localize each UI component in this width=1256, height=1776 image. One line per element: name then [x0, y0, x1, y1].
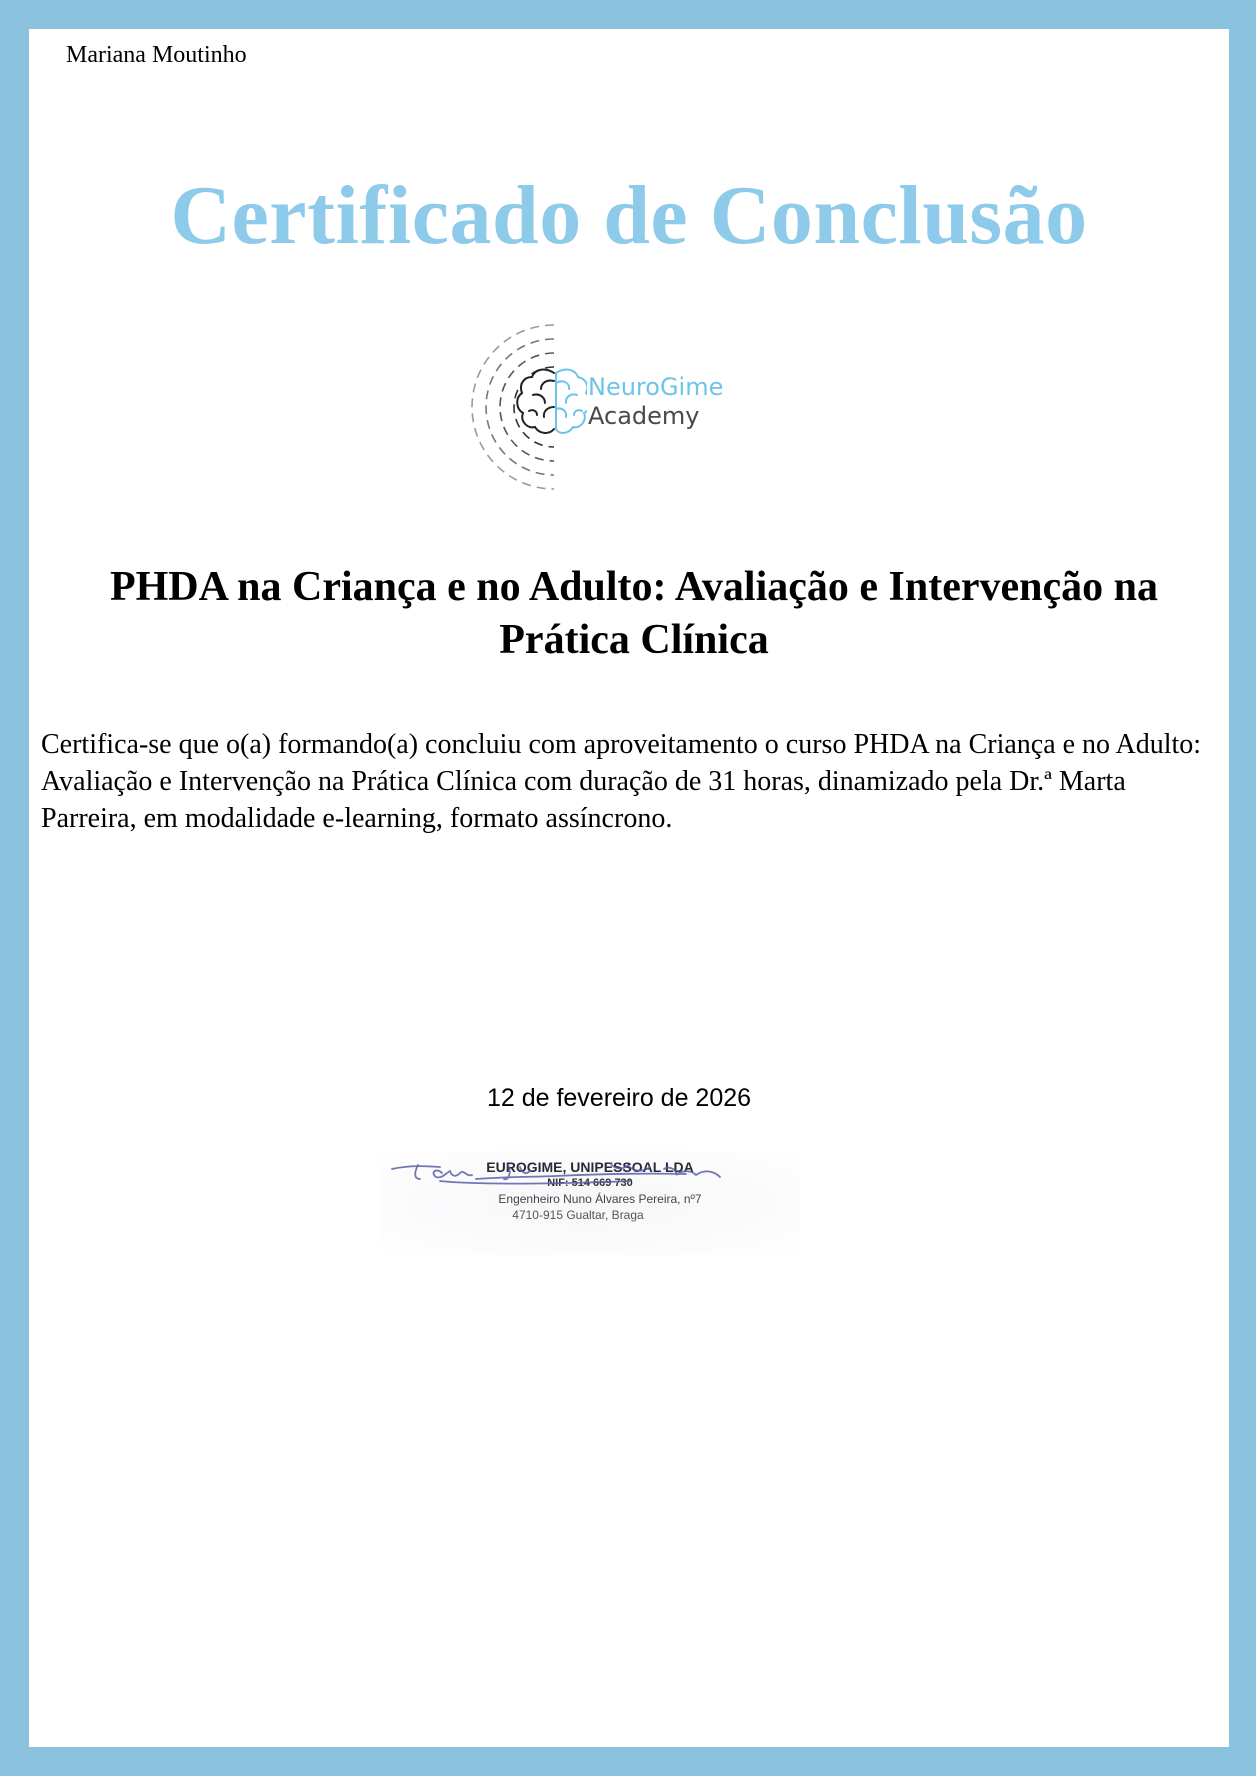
- course-title: PHDA na Criança e no Adulto: Avaliação e Intervenção na Prática Clínica: [109, 564, 1159, 663]
- certificate-title: Certificado de Conclusão: [170, 169, 1088, 262]
- logo-brand-subtitle: Academy: [588, 402, 700, 430]
- certificate-statement: Certifica-se que o(a) formando(a) concluiu com aproveitamento o curso PHDA na Criança e no Adulto: Avaliação e Intervenção na Prática Clínica com duração de 31 horas, dinamizado pela Dr.ª Marta Parreira, em modalidade e-learning, formato assíncrono.: [41, 729, 1202, 834]
- certificate-page: [29, 29, 1229, 1747]
- company-stamp: [380, 1151, 800, 1255]
- logo-brand-name: NeuroGime: [588, 373, 724, 401]
- stamp-address-line1: Engenheiro Nuno Álvares Pereira, nº7: [498, 1192, 702, 1206]
- stamp-company: EUROGIME, UNIPESSOAL LDA: [486, 1159, 694, 1175]
- handwritten-signature: [380, 1151, 800, 1255]
- brain-icon: [437, 323, 587, 493]
- recipient-name: Mariana Moutinho: [66, 42, 247, 68]
- stamp-address-line2: 4710-915 Gualtar, Braga: [512, 1208, 644, 1222]
- academy-logo: [437, 323, 767, 493]
- logo-text: [588, 373, 723, 431]
- issue-date: 12 de fevereiro de 2026: [486, 1084, 752, 1112]
- stamp-nif: NIF: 514 669 730: [547, 1177, 633, 1189]
